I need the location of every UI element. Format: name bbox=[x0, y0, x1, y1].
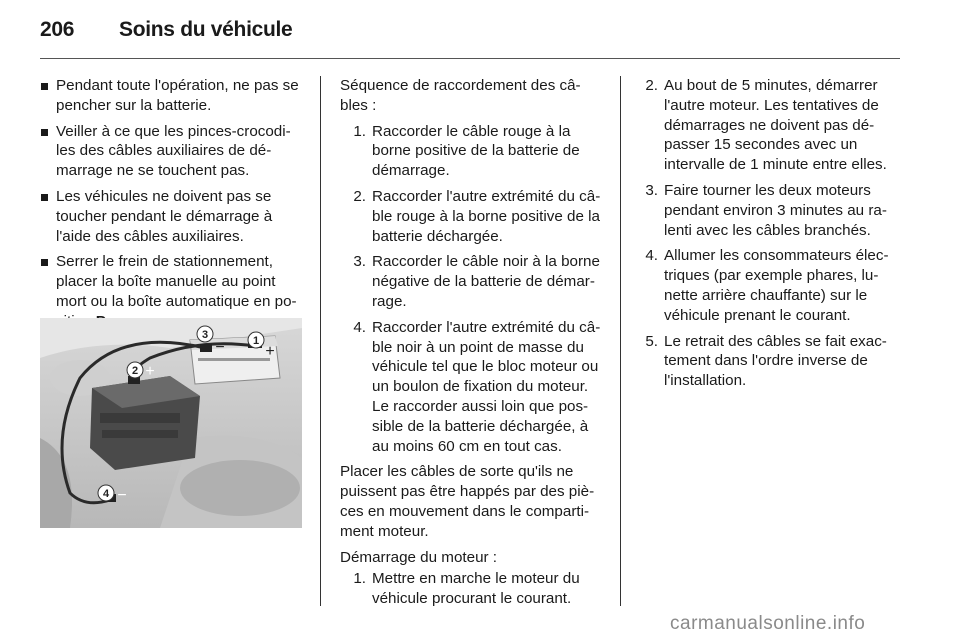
bullet-square-icon bbox=[41, 83, 48, 90]
column-3 bbox=[640, 76, 906, 397]
svg-text:+: + bbox=[265, 343, 275, 360]
placement-note: Placer les câbles de sorte qu'ils ne puissent pas être happés par des piè-ces en mouvement dans le comparti-ment moteur. bbox=[340, 463, 595, 540]
bullet-square-icon bbox=[41, 259, 48, 266]
list-item: 4. Raccorder l'autre extrémité du câ-ble noir à un point de masse du véhicule tel que le bloc moteur ou un boulon de fixation du moteur. Le raccorder aussi loin que pos-sible de la batterie déchargée, à au moins 60 cm en tout cas. bbox=[353, 318, 601, 455]
bullet-item bbox=[40, 187, 308, 246]
list-item: 1. Raccorder le câble rouge à la borne positive de la batterie de démarrage. bbox=[353, 122, 580, 180]
bullet-text: Pendant toute l'opération, ne pas se pencher sur la batterie. bbox=[56, 77, 299, 114]
bullet-item bbox=[40, 76, 308, 116]
list-item: 1. Mettre en marche le moteur du véhicule procurant le courant. bbox=[353, 570, 580, 608]
bullet-square-icon bbox=[41, 194, 48, 201]
list-item: 5. Le retrait des câbles se fait exac-tement dans l'ordre inverse de l'installation. bbox=[645, 332, 887, 390]
column-divider bbox=[620, 76, 621, 606]
page-header bbox=[40, 18, 920, 58]
bullet-square-icon bbox=[41, 129, 48, 136]
column-2 bbox=[340, 76, 605, 615]
start-list bbox=[340, 569, 605, 609]
list-item: 3. Raccorder le câble noir à la borne négative de la batterie de démar-rage. bbox=[353, 253, 600, 310]
svg-text:2: 2 bbox=[131, 365, 139, 377]
page-number: 206 bbox=[40, 18, 75, 41]
column-divider bbox=[320, 76, 321, 606]
svg-text:3: 3 bbox=[201, 329, 209, 341]
bullet-text: Les véhicules ne doivent pas se toucher pendant le démarrage à l'aide des câbles auxiliaires. bbox=[56, 187, 273, 245]
sequence-list bbox=[340, 122, 605, 457]
list-item: 3. Faire tourner les deux moteurs pendant environ 3 minutes au ra-lenti avec les câbles branchés. bbox=[645, 181, 887, 239]
list-item: 4. Allumer les consommateurs élec-triques (par exemple phares, lu-nette arrière chauffante) sur le véhicule prenant le courant. bbox=[645, 247, 889, 324]
section-title: Soins du véhicule bbox=[119, 18, 293, 41]
bullet-text: Veiller à ce que les pinces-crocodi-les des câbles auxiliaires de dé-marrage ne se touchent pas. bbox=[56, 122, 291, 180]
jump-start-figure bbox=[40, 318, 302, 528]
bullet-item bbox=[40, 122, 308, 181]
svg-text:4: 4 bbox=[102, 488, 110, 500]
svg-text:−: − bbox=[215, 339, 225, 356]
svg-text:−: − bbox=[117, 487, 127, 504]
list-item: 2. Au bout de 5 minutes, démarrer l'autre moteur. Les tentatives de démarrages ne doivent pas dé-passer 15 secondes avec un intervalle de 1 minute entre elles. bbox=[645, 77, 887, 174]
svg-text:+: + bbox=[145, 363, 155, 380]
column-1 bbox=[40, 76, 308, 338]
watermark: carmanualsonline.info bbox=[670, 613, 866, 634]
svg-text:1: 1 bbox=[252, 335, 260, 347]
sequence-intro: Séquence de raccordement des câ-bles : bbox=[340, 77, 581, 114]
header-rule bbox=[40, 58, 900, 59]
bullet-text: Serrer le frein de stationnement, placer la boîte manuelle au point mort ou la boîte automatique en po- bbox=[56, 253, 297, 310]
start-heading: Démarrage du moteur : bbox=[340, 548, 498, 566]
engine-bay-illustration bbox=[40, 318, 302, 528]
list-item: 2. Raccorder l'autre extrémité du câ-ble rouge à la borne positive de la batterie déchargée. bbox=[353, 187, 601, 245]
